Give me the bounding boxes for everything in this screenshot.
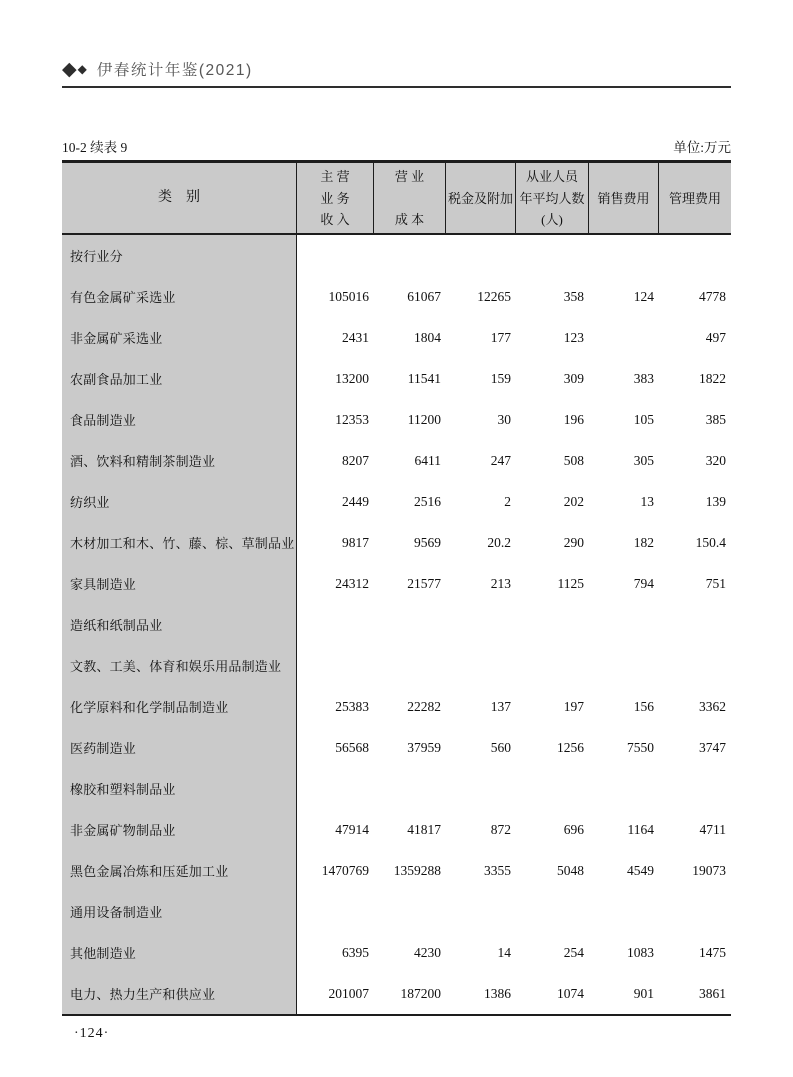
cell-value (516, 645, 589, 686)
cell-value: 309 (563, 370, 584, 386)
table-row (62, 358, 731, 399)
cell-value: 872 (490, 821, 511, 837)
yearbook-title: 伊春统计年鉴(2021) (96, 62, 253, 79)
col-header-line: 从业人员 (525, 169, 578, 184)
cell-value: 3355 (484, 862, 511, 878)
row-label: 家具制造业 (62, 563, 297, 604)
cell-value: 137 (490, 698, 511, 714)
cell-value: 13 (640, 493, 654, 509)
cell-value (589, 235, 659, 276)
cell-value: 497 (705, 329, 726, 345)
cell-value: 1256 (557, 739, 584, 755)
cell-value (659, 768, 731, 809)
cell-value (516, 235, 589, 276)
cell-value: 9817 (342, 534, 369, 550)
col-header-line: 管理费用 (668, 190, 721, 206)
cell-value (516, 768, 589, 809)
cell-value: 150.4 (695, 534, 726, 550)
col-header-selling-expense (589, 163, 659, 233)
cell-value: 7550 (627, 739, 654, 755)
cell-value: 385 (705, 411, 726, 427)
row-label: 农副食品加工业 (62, 358, 297, 399)
col-header-employees (516, 163, 589, 233)
cell-value: 508 (563, 452, 584, 468)
diamond-icon-large: ◆ (62, 58, 77, 80)
col-header-main-revenue (297, 163, 374, 233)
row-label: 黑色金属冶炼和压延加工业 (62, 850, 297, 891)
col-header-line: 业 务 (320, 190, 350, 206)
cell-value: 696 (563, 821, 584, 837)
cell-value (446, 645, 516, 686)
cell-value: 24312 (335, 575, 369, 591)
cell-value: 22282 (407, 698, 441, 714)
table-header-row (62, 160, 731, 235)
statistics-table (62, 160, 731, 1016)
cell-value: 213 (490, 575, 511, 591)
table-row (62, 563, 731, 604)
diamond-icon-small: ◆ (77, 62, 87, 76)
row-label: 食品制造业 (62, 399, 297, 440)
cell-value (659, 645, 731, 686)
table-row (62, 276, 731, 317)
cell-value (589, 604, 659, 645)
row-label: 按行业分 (62, 235, 297, 276)
row-label: 有色金属矿采选业 (62, 276, 297, 317)
row-label: 木材加工和木、竹、藤、棕、草制品业 (62, 522, 297, 563)
cell-value (374, 235, 446, 276)
cell-value: 12265 (477, 288, 511, 304)
row-label: 非金属矿物制品业 (62, 809, 297, 850)
cell-value: 4778 (699, 288, 726, 304)
cell-value: 123 (563, 329, 584, 345)
cell-value (374, 891, 446, 932)
cell-value: 9569 (414, 534, 441, 550)
cell-value: 3861 (699, 985, 726, 1001)
cell-value (446, 604, 516, 645)
table-row (62, 481, 731, 522)
cell-value: 156 (633, 698, 654, 714)
cell-value (297, 235, 374, 276)
table-row (62, 235, 731, 276)
cell-value: 290 (563, 534, 584, 550)
cell-value (297, 768, 374, 809)
cell-value: 254 (563, 944, 584, 960)
table-row (62, 973, 731, 1014)
cell-value: 751 (705, 575, 726, 591)
cell-value: 5048 (557, 862, 584, 878)
cell-value: 560 (490, 739, 511, 755)
cell-value (297, 645, 374, 686)
cell-value: 201007 (328, 985, 369, 1001)
cell-value: 13200 (335, 370, 369, 386)
cell-value: 358 (563, 288, 584, 304)
cell-value: 139 (705, 493, 726, 509)
col-header-line: 年平均人数 (519, 190, 585, 206)
table-row (62, 317, 731, 358)
cell-value (374, 604, 446, 645)
row-label: 化学原料和化学制品制造业 (62, 686, 297, 727)
cell-value: 320 (705, 452, 726, 468)
cell-value: 182 (633, 534, 654, 550)
cell-value: 21577 (407, 575, 441, 591)
row-label: 通用设备制造业 (62, 891, 297, 932)
table-row (62, 727, 731, 768)
cell-value: 19073 (692, 862, 726, 878)
cell-value: 11541 (407, 370, 441, 386)
cell-value: 8207 (342, 452, 369, 468)
cell-value: 6411 (414, 452, 441, 468)
cell-value: 1822 (699, 370, 726, 386)
cell-value: 4230 (414, 944, 441, 960)
cell-value (659, 235, 731, 276)
cell-value: 4549 (627, 862, 654, 878)
cell-value: 12353 (335, 411, 369, 427)
cell-value: 159 (490, 370, 511, 386)
cell-value: 2431 (342, 329, 369, 345)
cell-value: 20.2 (487, 534, 511, 550)
cell-value (374, 768, 446, 809)
cell-value: 2 (504, 493, 511, 509)
table-row (62, 809, 731, 850)
table-row (62, 768, 731, 809)
col-header-taxes (446, 163, 516, 233)
table-meta (62, 136, 731, 156)
table-row (62, 932, 731, 973)
cell-value: 14 (497, 944, 511, 960)
col-header-line: 主 营 (320, 169, 350, 184)
cell-value: 47914 (335, 821, 369, 837)
cell-value (297, 604, 374, 645)
cell-value (589, 891, 659, 932)
cell-value: 3362 (699, 698, 726, 714)
unit-label: 单位:万元 (673, 140, 731, 155)
cell-value (589, 768, 659, 809)
cell-value: 2449 (342, 493, 369, 509)
row-label: 纺织业 (62, 481, 297, 522)
table-row (62, 891, 731, 932)
cell-value: 383 (633, 370, 654, 386)
col-header-line: 成 本 (394, 212, 425, 227)
cell-value: 901 (633, 985, 654, 1001)
row-label: 文教、工美、体育和娱乐用品制造业 (62, 645, 297, 686)
cell-value: 196 (563, 411, 584, 427)
cell-value: 105 (633, 411, 654, 427)
col-header-category: 类 别 (62, 163, 297, 233)
page-header (62, 58, 731, 88)
table-row (62, 440, 731, 481)
table-row (62, 850, 731, 891)
cell-value: 1359288 (393, 862, 441, 878)
cell-value: 794 (633, 575, 654, 591)
cell-value: 202 (563, 493, 584, 509)
row-label: 非金属矿采选业 (62, 317, 297, 358)
cell-value: 37959 (407, 739, 441, 755)
row-label: 医药制造业 (62, 727, 297, 768)
cell-value: 1475 (699, 944, 726, 960)
cell-value: 1074 (557, 985, 584, 1001)
cell-value: 25383 (335, 698, 369, 714)
cell-value: 1804 (414, 329, 441, 345)
cell-value (516, 891, 589, 932)
cell-value: 1470769 (321, 862, 369, 878)
cell-value: 177 (490, 329, 511, 345)
row-label: 其他制造业 (62, 932, 297, 973)
cell-value: 3747 (699, 739, 726, 755)
cell-value (446, 891, 516, 932)
table-row (62, 522, 731, 563)
cell-value: 4711 (699, 821, 726, 837)
col-header-line: (人) (541, 212, 563, 227)
cell-value: 56568 (335, 739, 369, 755)
cell-value: 41817 (407, 821, 441, 837)
cell-value: 1164 (627, 821, 654, 837)
table-row (62, 686, 731, 727)
cell-value: 11200 (407, 411, 441, 427)
cell-value: 187200 (400, 985, 441, 1001)
cell-value: 6395 (342, 944, 369, 960)
cell-value: 1386 (484, 985, 511, 1001)
cell-value (659, 891, 731, 932)
table-number: 10-2 续表 9 (62, 140, 128, 155)
col-header-admin-expense (659, 163, 731, 233)
col-header-operating-cost (374, 163, 446, 233)
cell-value (374, 645, 446, 686)
col-header-line: 销售费用 (597, 190, 650, 206)
cell-value: 105016 (328, 288, 369, 304)
cell-value: 197 (563, 698, 584, 714)
cell-value (589, 645, 659, 686)
cell-value: 1083 (627, 944, 654, 960)
col-header-line: 税金及附加 (447, 190, 513, 206)
col-header-line: 营 业 (394, 169, 425, 184)
cell-value: 30 (497, 411, 511, 427)
col-header-line: 收 入 (320, 212, 350, 227)
table-row (62, 645, 731, 686)
cell-value (589, 317, 659, 358)
cell-value: 305 (633, 452, 654, 468)
cell-value: 2516 (414, 493, 441, 509)
cell-value (659, 604, 731, 645)
table-row (62, 604, 731, 645)
row-label: 酒、饮料和精制茶制造业 (62, 440, 297, 481)
cell-value (446, 768, 516, 809)
table-body (62, 235, 731, 1014)
cell-value (297, 891, 374, 932)
cell-value (446, 235, 516, 276)
cell-value (516, 604, 589, 645)
row-label: 橡胶和塑料制品业 (62, 768, 297, 809)
cell-value: 247 (490, 452, 511, 468)
cell-value: 1125 (557, 575, 584, 591)
table-row (62, 399, 731, 440)
cell-value: 124 (633, 288, 654, 304)
cell-value: 61067 (407, 288, 441, 304)
row-label: 造纸和纸制品业 (62, 604, 297, 645)
row-label: 电力、热力生产和供应业 (62, 973, 297, 1014)
page-number: ·124· (74, 1026, 110, 1041)
